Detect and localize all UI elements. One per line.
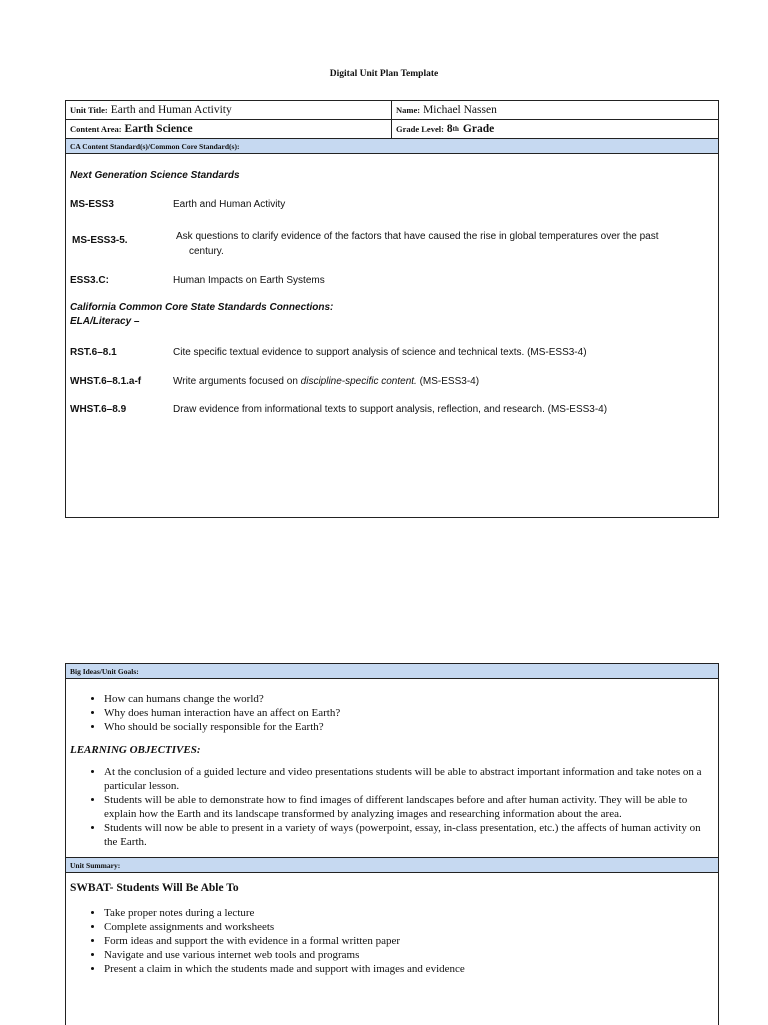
standards-table <box>65 100 719 518</box>
standard-code: WHST.6–8.1.a-f <box>70 376 142 387</box>
standard-row <box>70 376 479 387</box>
standard-code: MS-ESS3-5. <box>72 235 128 246</box>
list-item: • Why does human interaction have an affect on Earth? <box>104 706 718 720</box>
list-item: • Present a claim in which the students made and support with images and evidence <box>104 962 718 976</box>
unit-title-value: Earth and Human Activity <box>110 104 232 116</box>
ngss-heading: Next Generation Science Standards <box>70 170 240 181</box>
standard-desc-post: (MS-ESS3-4) <box>416 376 480 387</box>
standard-code: RST.6–8.1 <box>70 347 117 358</box>
ca-subheading-text: ELA/Literacy – <box>70 316 140 327</box>
unit-title-cell <box>66 101 392 119</box>
list-item: • At the conclusion of a guided lecture and video presentations students will be able to abstract important information and take notes on a particular lesson. <box>104 765 712 793</box>
unit-title-label: Unit Title: <box>70 105 108 115</box>
ca-heading-text: California Common Core State Standards Connections: <box>70 302 334 313</box>
list-item: • How can humans change the world? <box>104 692 718 706</box>
standard-desc: Earth and Human Activity <box>173 199 286 210</box>
content-area-label: Content Area: <box>70 124 122 134</box>
name-label: Name: <box>396 105 421 115</box>
standard-code: WHST.6–8.9 <box>70 404 127 415</box>
swbat-heading: SWBAT- Students Will Be Able To <box>70 882 239 894</box>
standard-desc-line: century. <box>189 246 224 257</box>
content-area-value: Earth Science <box>124 123 193 135</box>
grade-level-label: Grade Level: <box>396 124 444 134</box>
content-area-cell <box>66 120 392 138</box>
big-ideas-band: Big Ideas/Unit Goals: <box>66 664 718 679</box>
standard-code: ESS3.C: <box>70 275 109 286</box>
learning-objectives-heading: LEARNING OBJECTIVES: <box>70 744 201 756</box>
grade-suffix: th <box>452 125 459 133</box>
unit-summary-section <box>66 882 718 976</box>
standard-desc-line: Ask questions to clarify evidence of the factors that have caused the rise in global temperatures over the past <box>176 231 659 242</box>
list-item: • Take proper notes during a lecture <box>104 906 718 920</box>
standard-desc-pre: Write arguments focused on <box>173 376 301 387</box>
name-value: Michael Nassen <box>423 104 497 116</box>
standard-desc: Cite specific textual evidence to support analysis of science and technical texts. (MS-ESS3-4) <box>173 347 587 358</box>
standard-row <box>70 347 587 358</box>
learning-objectives-list <box>66 765 718 849</box>
unit-title-row <box>66 101 718 120</box>
grade-number: 8 <box>446 123 453 135</box>
standard-row <box>70 229 659 259</box>
list-item: • Form ideas and support the with evidence in a formal written paper <box>104 934 718 948</box>
document-title: Digital Unit Plan Template <box>329 69 439 79</box>
standard-row <box>70 404 607 415</box>
goals-table <box>65 663 719 1025</box>
swbat-list <box>66 906 718 976</box>
name-cell <box>392 101 501 119</box>
grade-word: Grade <box>462 123 495 135</box>
standards-band: CA Content Standard(s)/Common Core Standard(s): <box>66 139 718 154</box>
standard-desc: Human Impacts on Earth Systems <box>173 275 325 286</box>
standard-row <box>70 199 285 210</box>
list-item: • Students will now be able to present in a variety of ways (powerpoint, essay, in-class presentation, etc.) the affects of human activity on the Earth. <box>104 821 712 849</box>
standard-desc: Draw evidence from informational texts to support analysis, reflection, and research. (MS-ESS3-4) <box>173 404 608 415</box>
standard-desc <box>173 229 659 259</box>
standard-row <box>70 275 325 286</box>
standard-desc <box>173 376 479 387</box>
list-item: • Complete assignments and worksheets <box>104 920 718 934</box>
list-item: • Navigate and use various internet web tools and programs <box>104 948 718 962</box>
grade-level-cell <box>392 120 498 138</box>
big-ideas-section <box>66 679 718 857</box>
list-item: • Who should be socially responsible for the Earth? <box>104 720 718 734</box>
big-ideas-list <box>66 692 718 734</box>
unit-summary-band: Unit Summary: <box>66 857 718 873</box>
content-area-row <box>66 120 718 139</box>
standard-code: MS-ESS3 <box>70 199 114 210</box>
ca-standards-heading <box>70 301 333 329</box>
list-item: • Students will be able to demonstrate how to find images of different landscapes before and after human activity. They will be able to explain how the Earth and its landscape transformed by analyzing images and researching information about the area. <box>104 793 712 821</box>
standard-desc-italic: discipline-specific content. <box>300 376 417 387</box>
